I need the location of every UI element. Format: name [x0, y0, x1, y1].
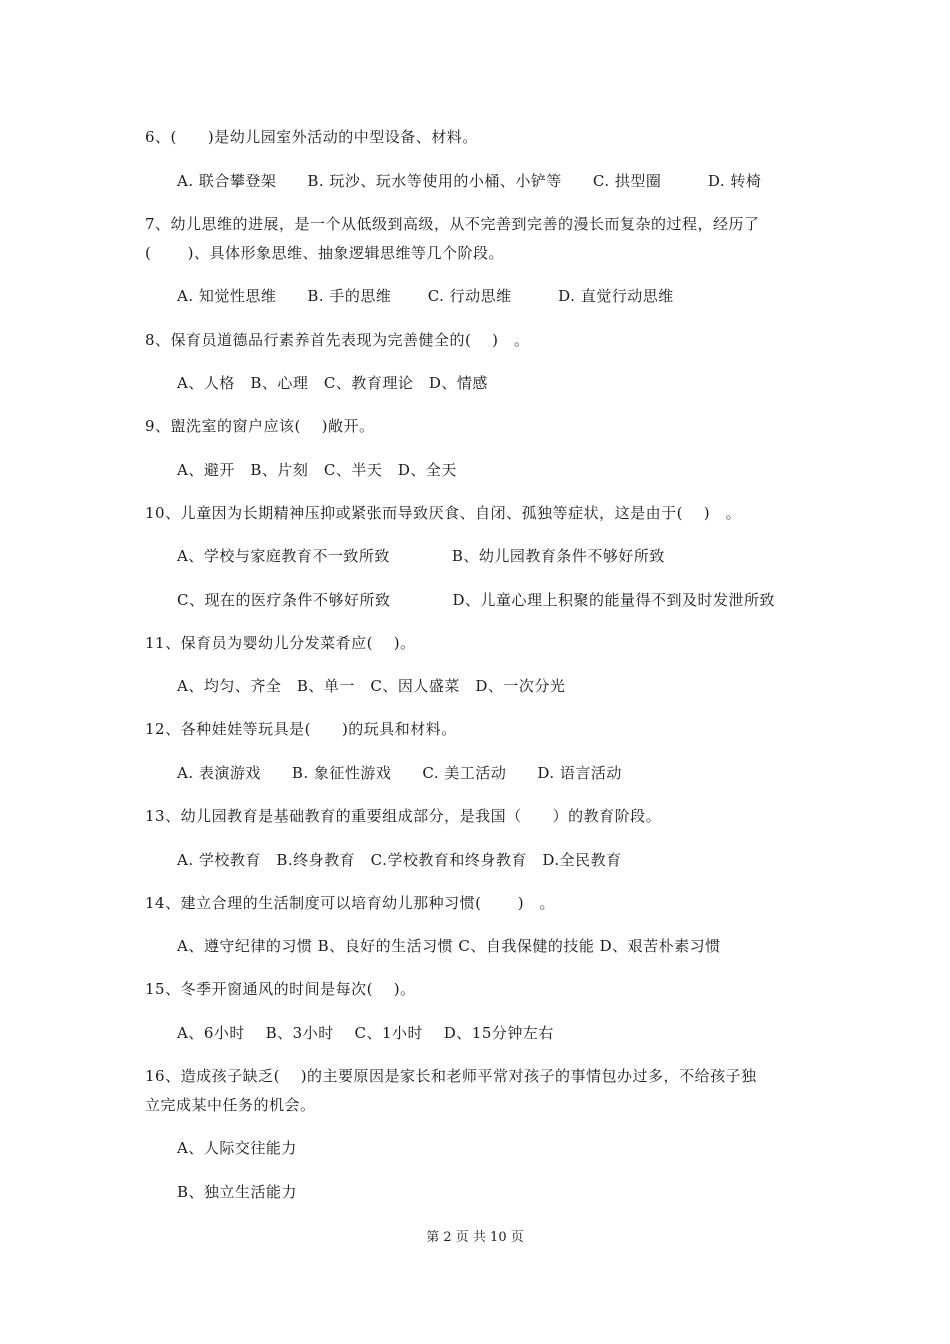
question-13-options: A. 学校教育 B.终身教育 C.学校教育和终身教育 D.全民教育 [177, 851, 622, 869]
question-11-stem: 11、保育员为婴幼儿分发菜肴应( )。 [145, 634, 416, 652]
question-9-stem: 9、盥洗室的窗户应该( )敞开。 [145, 417, 375, 435]
question-14-stem: 14、建立合理的生活制度可以培育幼儿那种习惯( ) 。 [145, 894, 556, 912]
question-7-stem-cont: ( )、具体形象思维、抽象逻辑思维等几个阶段。 [145, 244, 504, 262]
question-6-options: A. 联合攀登架 B. 玩沙、玩水等使用的小桶、小铲等 C. 拱型圈 D. 转椅 [177, 172, 762, 190]
question-7-stem: 7、幼儿思维的进展，是一个从低级到高级，从不完善到完善的漫长而复杂的过程，经历了 [145, 215, 760, 233]
question-11-options: A、均匀、齐全 B、单一 C、因人盛菜 D、一次分光 [177, 677, 566, 695]
question-10-options-row1: A、学校与家庭教育不一致所致 B、幼儿园教育条件不够好所致 [177, 547, 665, 565]
question-16-stem-cont: 立完成某中任务的机会。 [145, 1096, 316, 1114]
question-16-option-a: A、人际交往能力 [177, 1139, 297, 1157]
question-13-stem: 13、幼儿园教育是基础教育的重要组成部分，是我国（ ）的教育阶段。 [145, 807, 662, 825]
question-16-option-b: B、独立生活能力 [177, 1183, 298, 1201]
question-9-options: A、避开 B、片刻 C、半天 D、全天 [177, 461, 457, 479]
question-8-options: A、人格 B、心理 C、教育理论 D、情感 [177, 374, 488, 392]
question-12-options: A. 表演游戏 B. 象征性游戏 C. 美工活动 D. 语言活动 [177, 764, 622, 782]
question-14-options: A、遵守纪律的习惯 B、良好的生活习惯 C、自我保健的技能 D、艰苦朴素习惯 [177, 937, 721, 955]
question-6-stem: 6、( )是幼儿园室外活动的中型设备、材料。 [145, 128, 478, 146]
question-10-stem: 10、儿童因为长期精神压抑或紧张而导致厌食、自闭、孤独等症状，这是由于( ) 。 [145, 504, 742, 522]
question-16-stem: 16、造成孩子缺乏( )的主要原因是家长和老师平常对孩子的事情包办过多，不给孩子独 [145, 1067, 757, 1085]
question-7-options: A. 知觉性思维 B. 手的思维 C. 行动思维 D. 直觉行动思维 [177, 287, 674, 305]
question-8-stem: 8、保育员道德品行素养首先表现为完善健全的( ) 。 [145, 331, 530, 349]
page-footer: 第 2 页 共 10 页 [426, 1230, 524, 1245]
question-12-stem: 12、各种娃娃等玩具是( )的玩具和材料。 [145, 720, 457, 738]
question-15-options: A、6小时 B、3小时 C、1小时 D、15分钟左右 [177, 1024, 554, 1042]
question-10-options-row2: C、现在的医疗条件不够好所致 D、儿童心理上积聚的能量得不到及时发泄所致 [177, 591, 776, 609]
question-15-stem: 15、冬季开窗通风的时间是每次( )。 [145, 980, 416, 998]
